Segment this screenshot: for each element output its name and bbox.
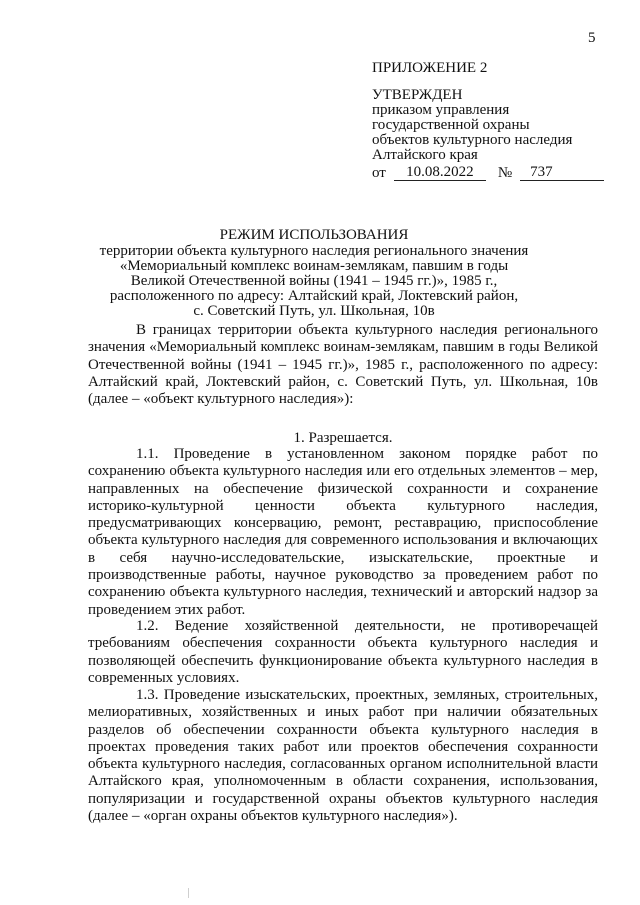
item-1-1 xyxy=(88,446,598,619)
order-date: 10.08.2022 xyxy=(394,164,486,181)
intro-paragraph xyxy=(88,322,598,408)
approval-line-1: приказом управления xyxy=(372,102,510,118)
item-1-3 xyxy=(88,687,598,825)
item-1-1-text: 1.1. Проведение в установленном законом порядке работ по сохранению объекта культурного наследия или его отдельных элементов – мер, направленных на обеспечение физической сохранности и сохранение историко-культурной ценности объекта культурного наследия, предусматривающих консервацию, ремонт, реставрацию, приспособление объекта культурного наследия для современного использования и включающих в себя научно-исследовательские, изыскательские, проектные и производственные работы, научное руководство за проведением работ по сохранению объекта культурного наследия, технический и авторский надзор за проведением этих работ. xyxy=(88,446,598,618)
order-number: 737 xyxy=(520,164,604,181)
title-heading: РЕЖИМ ИСПОЛЬЗОВАНИЯ xyxy=(219,227,409,243)
page-number: 5 xyxy=(588,30,596,46)
annex-label: ПРИЛОЖЕНИЕ 2 xyxy=(372,60,488,76)
intro-text: В границах территории объекта культурного наследия регионального значения «Мемориальный комплекс воинам-землякам, павшим в годы Великой Отечественной войны (1941 – 1945 гг.)», 1985 г., расположенного по адресу: Алтайский край, Локтевский район, с. Советский Путь, ул. Школьная, 10в (далее – «объект культурного наследия»): xyxy=(88,322,598,408)
item-1-2 xyxy=(88,618,598,687)
scan-mark xyxy=(188,888,189,898)
title-line-4: расположенного по адресу: Алтайский край, Локтевский район, xyxy=(109,288,519,304)
approval-line-2: государственной охраны xyxy=(372,117,530,133)
item-1-3-text: 1.3. Проведение изыскательских, проектных, земляных, строительных, мелиоративных, хозяйственных и иных работ при наличии обязательных разделов об обеспечении сохранности объекта культурного наследия в проектах проведения таких работ или проектов обеспечения сохранности объекта культурного наследия, согласованных органом исполнительной власти Алтайского края, уполномоченным в области сохранения, использования, популяризации и государственной охраны объектов культурного наследия (далее – «орган охраны объектов культурного наследия»). xyxy=(88,687,598,825)
title-line-2: «Мемориальный комплекс воинам-землякам, павшим в годы xyxy=(119,258,509,274)
title-line-1: территории объекта культурного наследия регионального значения xyxy=(99,243,529,259)
number-label: № xyxy=(497,165,513,181)
from-label: от xyxy=(372,165,386,181)
approved-label: УТВЕРЖДЕН xyxy=(372,87,463,103)
title-line-5: с. Советский Путь, ул. Школьная, 10в xyxy=(193,303,435,319)
title-line-3: Великой Отечественной войны (1941 – 1945 гг.)», 1985 г., xyxy=(130,273,498,289)
item-1-2-text: 1.2. Ведение хозяйственной деятельности, не противоречащей требованиям обеспечения сохранности объекта культурного наследия и позволяющей обеспечить функционирование объекта культурного наследия в современных условиях. xyxy=(88,618,598,686)
order-date-row xyxy=(372,164,612,181)
approval-line-4: Алтайского края xyxy=(372,147,478,163)
approval-stamp-block xyxy=(372,61,612,181)
section-1-heading: 1. Разрешается. xyxy=(293,430,393,446)
approval-line-3: объектов культурного наследия xyxy=(372,132,573,148)
document-title xyxy=(90,228,538,319)
